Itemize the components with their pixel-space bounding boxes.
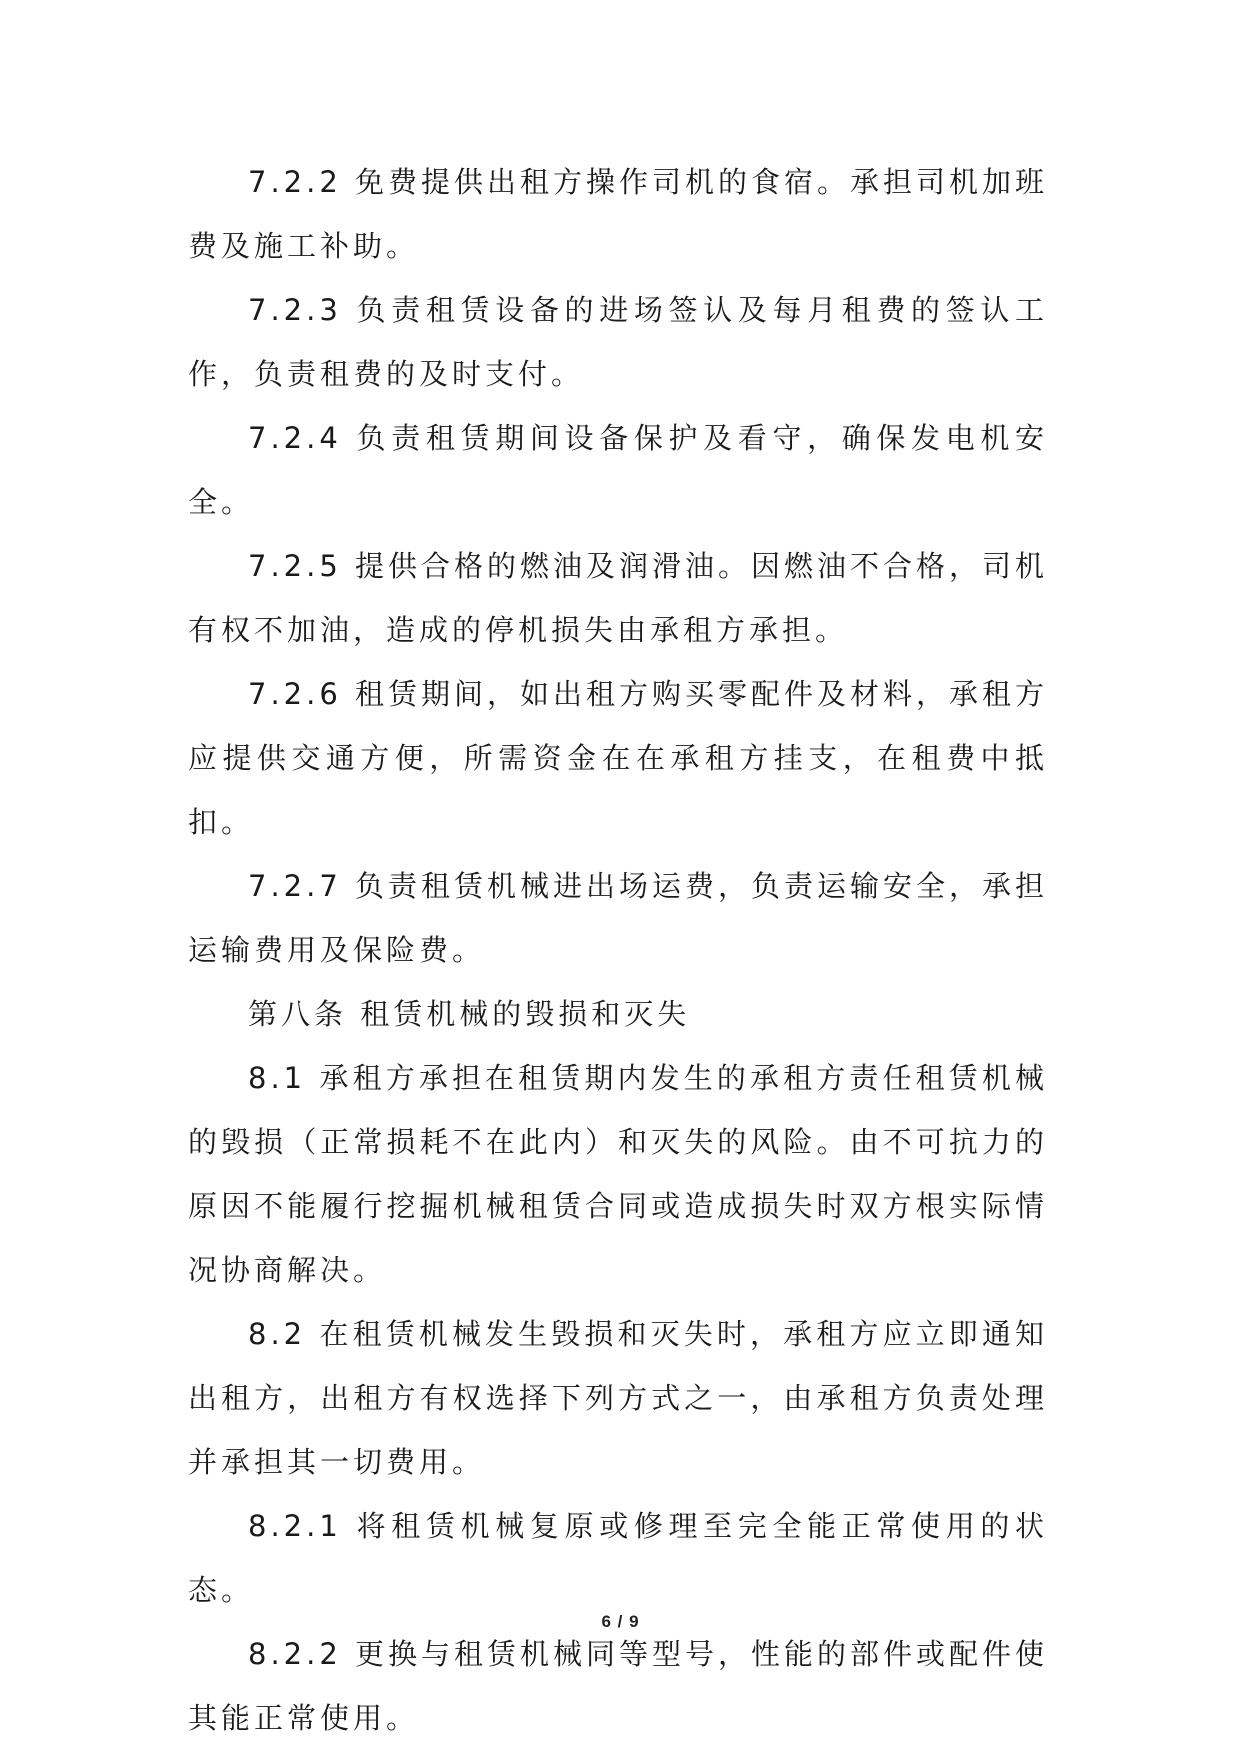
clause-7-2-4: 7.2.4 负责租赁期间设备保护及看守，确保发电机安全。: [188, 421, 1048, 519]
document-body: [188, 150, 1048, 1750]
clause-7-2-7: 7.2.7 负责租赁机械进出场运费，负责运输安全，承担运输费用及保险费。: [188, 869, 1049, 967]
clause-8-2-1: 8.2.1 将租赁机械复原或修理至完全能正常使用的状态。: [188, 1509, 1048, 1607]
clause-7-2-6: 7.2.6 租赁期间，如出租方购买零配件及材料，承租方应提供交通方便，所需资金在在承租方挂支，在租费中抵扣。: [188, 677, 1049, 839]
clause-8-2: 8.2 在租赁机械发生毁损和灭失时，承租方应立即通知出租方，出租方有权选择下列方式之一，由承租方负责处理并承担其一切费用。: [188, 1317, 1048, 1479]
clause-7-2-3: 7.2.3 负责租赁设备的进场签认及每月租费的签认工作，负责租费的及时支付。: [188, 293, 1048, 391]
clause-7-2-2: 7.2.2 免费提供出租方操作司机的食宿。承担司机加班费及施工补助。: [188, 165, 1049, 263]
clause-8-2-2: 8.2.2 更换与租赁机械同等型号，性能的部件或配件使其能正常使用。: [188, 1637, 1049, 1735]
article-8-heading: 第八条 租赁机械的毁损和灭失: [248, 997, 691, 1031]
clause-7-2-5: 7.2.5 提供合格的燃油及润滑油。因燃油不合格，司机有权不加油，造成的停机损失由承租方承担。: [188, 549, 1049, 647]
page-number: 6 / 9: [601, 1612, 640, 1631]
clause-8-1: 8.1 承租方承担在租赁期内发生的承租方责任租赁机械的毁损（正常损耗不在此内）和灭失的风险。由不可抗力的原因不能履行挖掘机械租赁合同或造成损失时双方根实际情况协商解决。: [188, 1061, 1048, 1287]
